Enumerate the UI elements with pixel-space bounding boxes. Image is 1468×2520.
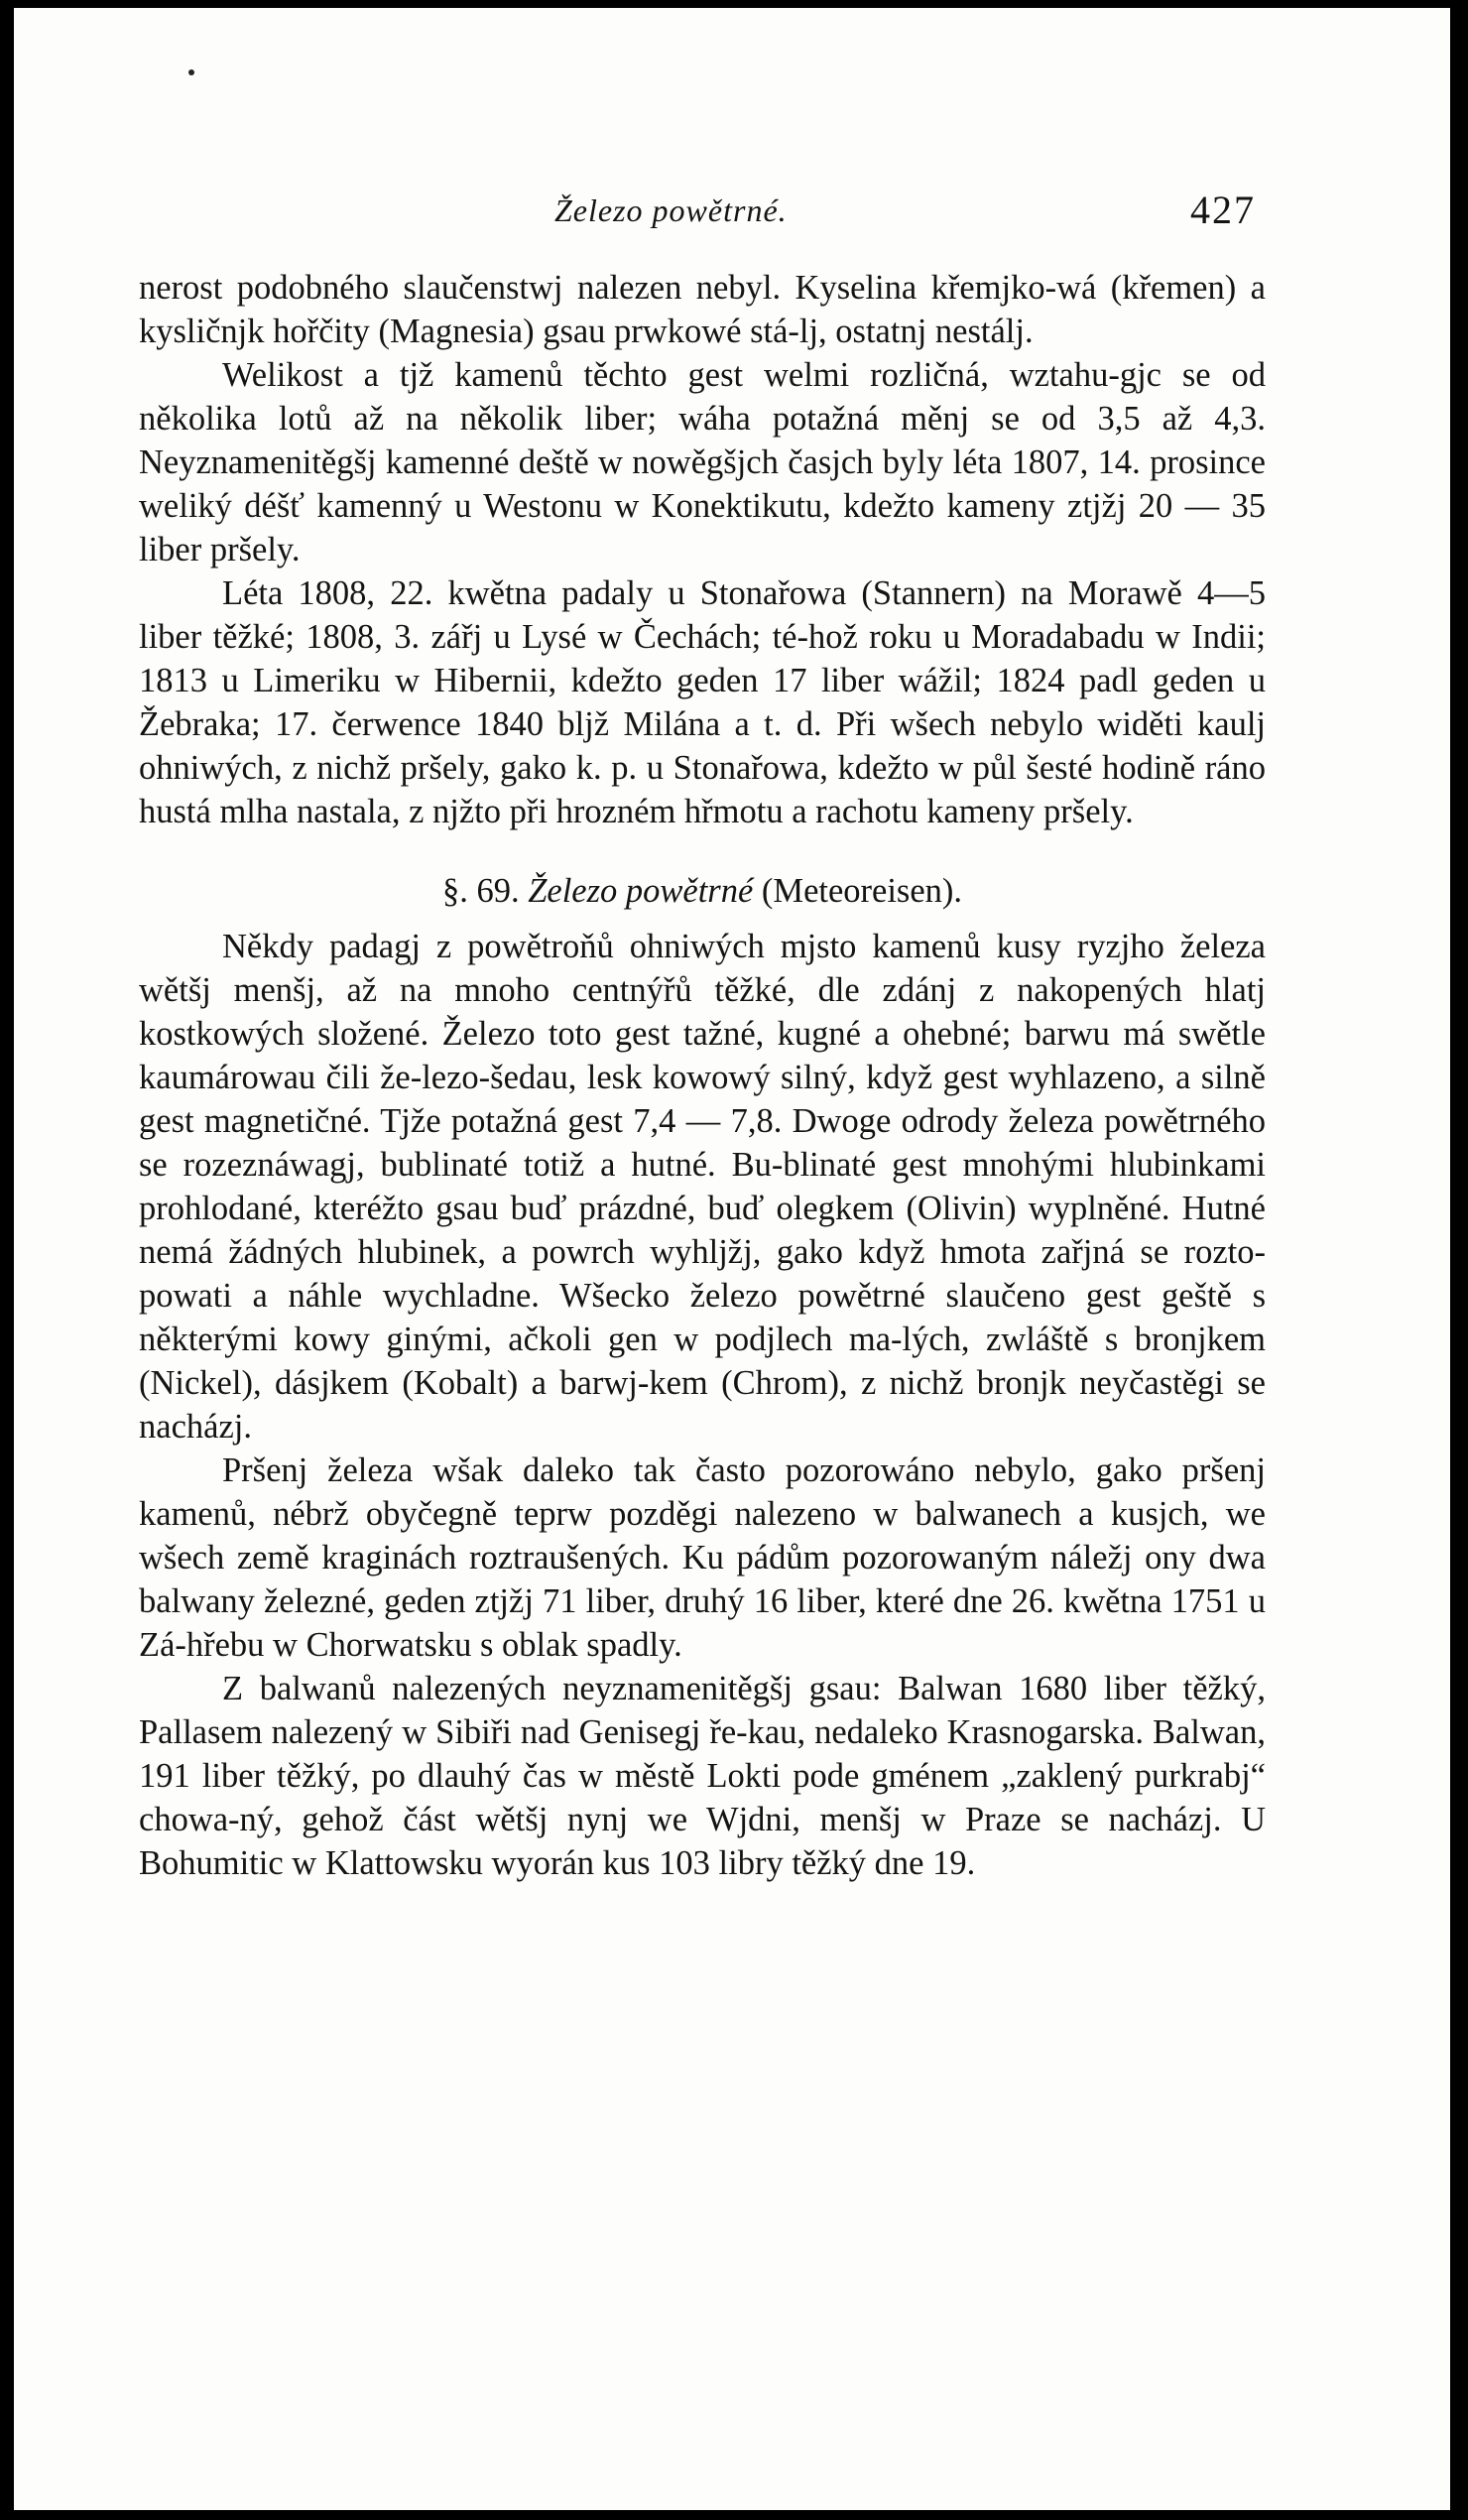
- section-subtitle: (Meteoreisen).: [761, 872, 963, 910]
- paragraph-iron-falls: Pršenj železa wšak daleko tak často pozorowáno nebylo, gako pršenj kamenů, nébrž obyčegně teprw pozděgi nalezeno w balwanech a kusjch, we wšech země kraginách roztraušených. Ku pádům pozorowaným náležj ony dwa balwany železné, geden ztjžj 71 liber, druhý 16 liber, které dne 26. kwětna 1751 u Zá-hřebu w Chorwatsku s oblak spadly.: [139, 1451, 1266, 1664]
- section-heading: [139, 869, 1266, 913]
- paragraph-continued: nerost podobného slaučenstwj nalezen nebyl. Kyselina křemjko-wá (křemen) a kysličnjk hořčity (Magnesia) gsau prwkowé stá-lj, ostatnj nestálj.: [139, 269, 1266, 350]
- section-title: Železo powětrné: [528, 872, 754, 910]
- body-text: [139, 266, 1266, 1885]
- book-page: [14, 8, 1450, 2510]
- ink-dot: [188, 69, 194, 75]
- section-number: §. 69.: [441, 872, 520, 910]
- paragraph-boulders: Z balwanů nalezených neyznamenitěgšj gsau: Balwan 1680 liber těžký, Pallasem nalezený w Sibiři nad Genisegj ře-kau, nedaleko Krasnogarska. Balwan, 191 liber těžký, po dlauhý čas w městě Lokti pode gménem „zaklený purkrabj“ chowa-ný, gehož část wětšj nynj we Wjdni, menšj w Praze se nacházj. U Bohumitic w Klattowsku wyorán kus 103 libry těžký dne 19.: [139, 1670, 1266, 1882]
- paragraph-size-weight: Welikost a tjž kamenů těchto gest welmi rozličná, wztahu-gjc se od několika lotů až na několik liber; wáha potažná měnj se od 3,5 až 4,3. Neyznamenitěgšj kamenné deště w nowěgšjch časjch byly léta 1807, 14. prosince weliký déšť kamenný u Westonu w Konektikutu, kdežto kameny ztjžj 20 — 35 liber pršely.: [139, 356, 1266, 568]
- page-number: 427: [1190, 188, 1256, 232]
- paragraph-meteoric-iron: Někdy padagj z powětroňů ohniwých mjsto kamenů kusy ryzjho železa wětšj menšj, až na mnoho centnýřů těžké, dle zdánj z nakopených hlatj kostkowých složené. Železo toto gest tažné, kugné a ohebné; barwu má swětle kaumárowau čili že-lezo-šedau, lesk kowowý silný, když gest wyhlazeno, a silně gest magnetičné. Tjže potažná gest 7,4 — 7,8. Dwoge odrody železa powětrného se rozeznáwagj, bublinaté totiž a hutné. Bu-blinaté gest mnohými hlubinkami prohlodané, kteréžto gsau buď prázdné, buď olegkem (Olivin) wyplněné. Hutné nemá žádných hlubinek, a powrch wyhljžj, gako když hmota zařjná se rozto-powati a náhle wychladne. Wšecko železo powětrné slaučeno gest geště s některými kowy ginými, ačkoli gen w podjlech ma-lých, zwláště s bronjkem (Nickel), dásjkem (Kobalt) a barwj-kem (Chrom), z nichž bronjk neyčastěgi se nacházj.: [139, 928, 1266, 1446]
- running-title: Železo powětrné.: [554, 192, 788, 228]
- paragraph-falls: Léta 1808, 22. kwětna padaly u Stonařowa (Stannern) na Morawě 4—5 liber těžké; 1808, 3. zářj u Lysé w Čechách; té-hož roku u Moradabadu w Indii; 1813 u Limeriku w Hibernii, kdežto geden 17 liber wážil; 1824 padl geden u Žebraka; 17. čerwence 1840 bljž Milána a t. d. Při wšech nebylo widěti kaulj ohniwých, z nichž pršely, gako k. p. u Stonařowa, kdežto w půl šesté hodině ráno hustá mlha nastala, z njžto při hrozném hřmotu a rachotu kameny pršely.: [139, 574, 1266, 830]
